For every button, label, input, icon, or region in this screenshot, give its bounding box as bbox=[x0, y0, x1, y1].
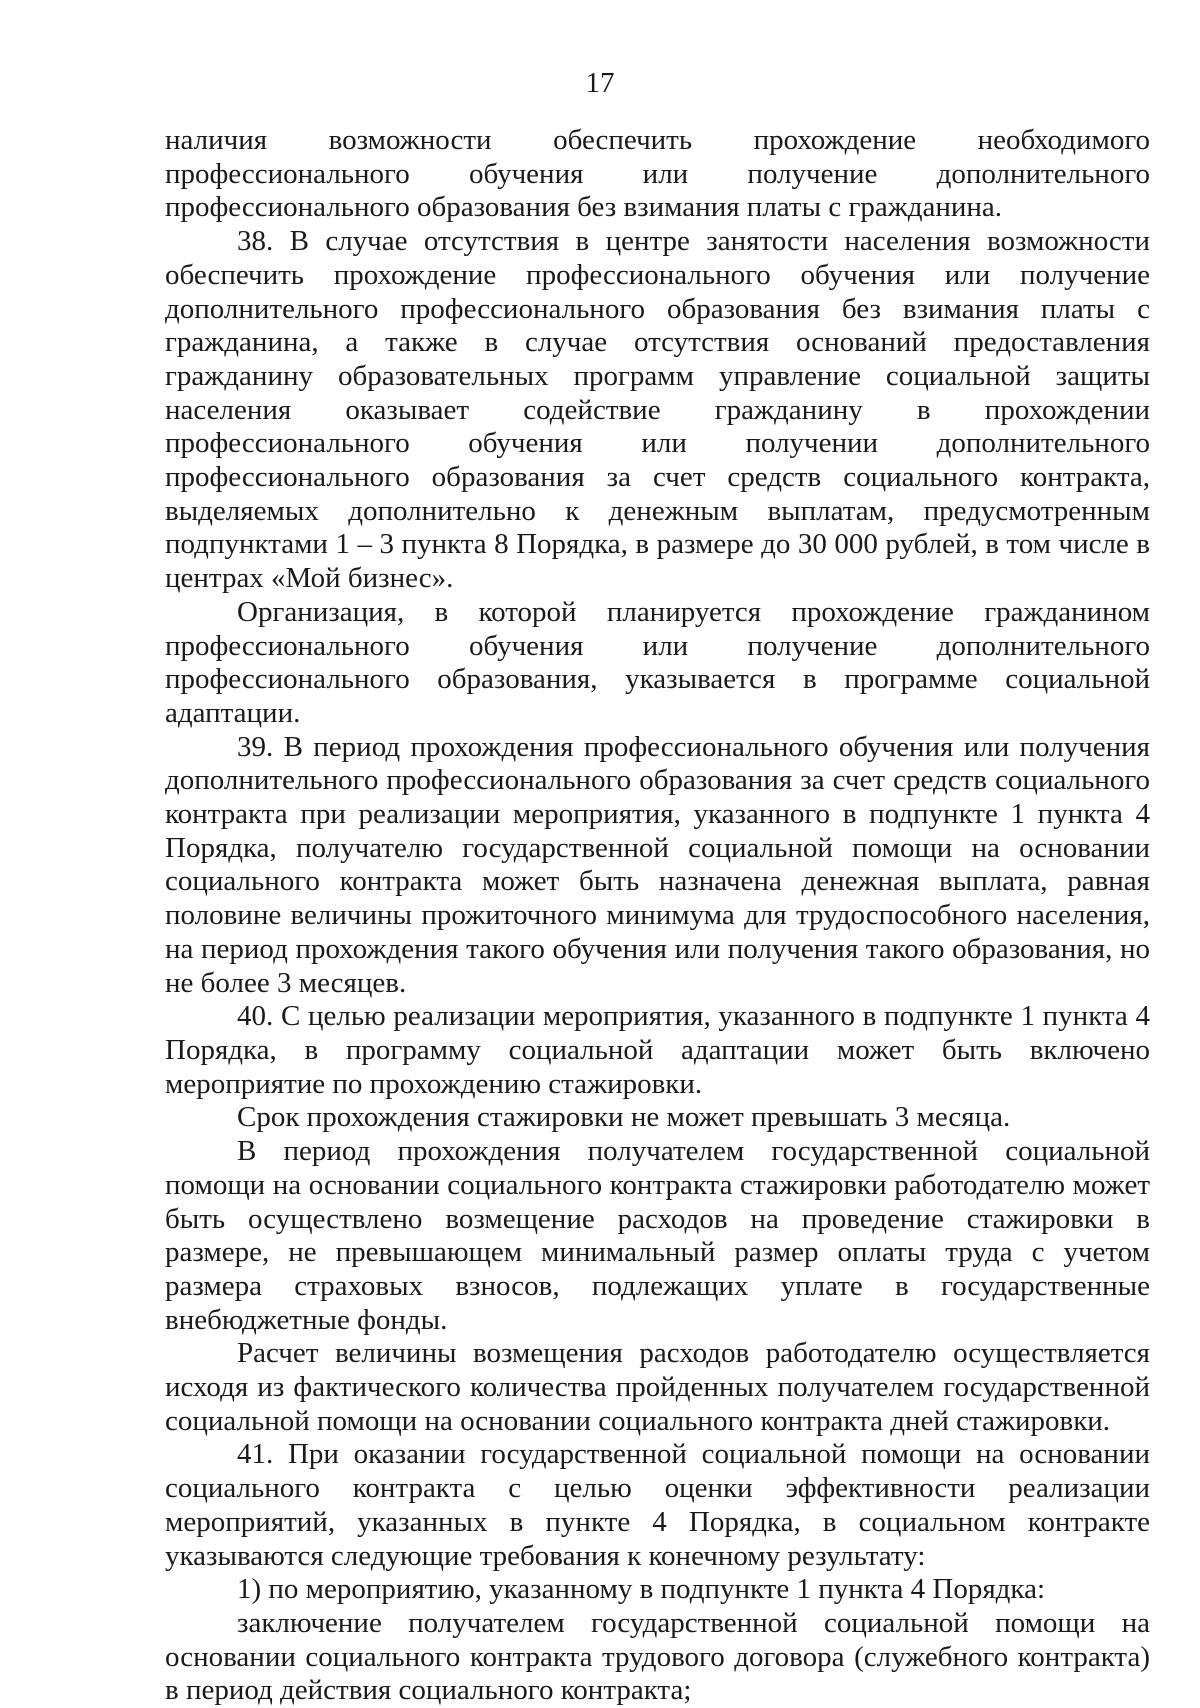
paragraph-41: 41. При оказании государственной социальной помощи на основании социального контракта с целью оценки эффективности реализации мероприятий, указанных в пункте 4 Порядка, в социальном контракте указываются следующие требования к конечному результату: bbox=[165, 1438, 1150, 1572]
paragraph-compensation-calculation: Расчет величины возмещения расходов работодателю осуществляется исходя из фактического количества пройденных получателем государственной социальной помощи на основании социального контракта дней стажировки. bbox=[165, 1337, 1150, 1437]
paragraph-40: 40. С целью реализации мероприятия, указанного в подпункте 1 пункта 4 Порядка, в программу социальной адаптации может быть включено мероприятие по прохождению стажировки. bbox=[165, 1000, 1150, 1100]
paragraph-39: 39. В период прохождения профессионального обучения или получения дополнительного профессионального образования за счет средств социального контракта при реализации мероприятия, указанного в подпункте 1 пункта 4 Порядка, получателю государственной социальной помощи на основании социального контракта может быть назначена денежная выплата, равная половине величины прожиточного минимума для трудоспособного населения, на период прохождения такого обучения или получения такого образования, но не более 3 месяцев. bbox=[165, 730, 1150, 999]
document-body bbox=[165, 124, 1150, 1708]
paragraph-employer-compensation: В период прохождения получателем государственной социальной помощи на основании социального контракта стажировки работодателю может быть осуществлено возмещение расходов на проведение стажировки в размере, не превышающем минимальный размер оплаты труда с учетом размера страховых взносов, подлежащих уплате в государственные внебюджетные фонды. bbox=[165, 1135, 1150, 1336]
paragraph-organization: Организация, в которой планируется прохождение гражданином профессионального обучения или получение дополнительного профессионального образования, указывается в программе социальной адаптации. bbox=[165, 595, 1150, 729]
paragraph-38: 38. В случае отсутствия в центре занятости населения возможности обеспечить прохождение профессионального обучения или получение дополнительного профессионального образования без взимания платы с гражданина, а также в случае отсутствия оснований предоставления гражданину образовательных программ управление социальной защиты населения оказывает содействие гражданину в прохождении профессионального обучения или получении дополнительного профессионального образования за счет средств социального контракта, выделяемых дополнительно к денежным выплатам, предусмотренным подпунктами 1 – 3 пункта 8 Порядка, в размере до 30 000 рублей, в том числе в центрах «Мой бизнес». bbox=[165, 225, 1150, 595]
page-number: 17 bbox=[585, 67, 615, 99]
paragraph-internship-term: Срок прохождения стажировки не может превышать 3 месяца. bbox=[237, 1101, 1011, 1134]
paragraph-41-item-1-requirement: заключение получателем государственной социальной помощи на основании социального контракта трудового договора (служебного контракта) в период действия социального контракта; bbox=[165, 1606, 1150, 1707]
paragraph-41-item-1: 1) по мероприятию, указанному в подпункте 1 пункта 4 Порядка: bbox=[237, 1573, 1046, 1606]
paragraph-continuation: наличия возможности обеспечить прохождение необходимого профессионального обучения или получение дополнительного профессионального образования без взимания платы с гражданина. bbox=[165, 124, 1150, 224]
